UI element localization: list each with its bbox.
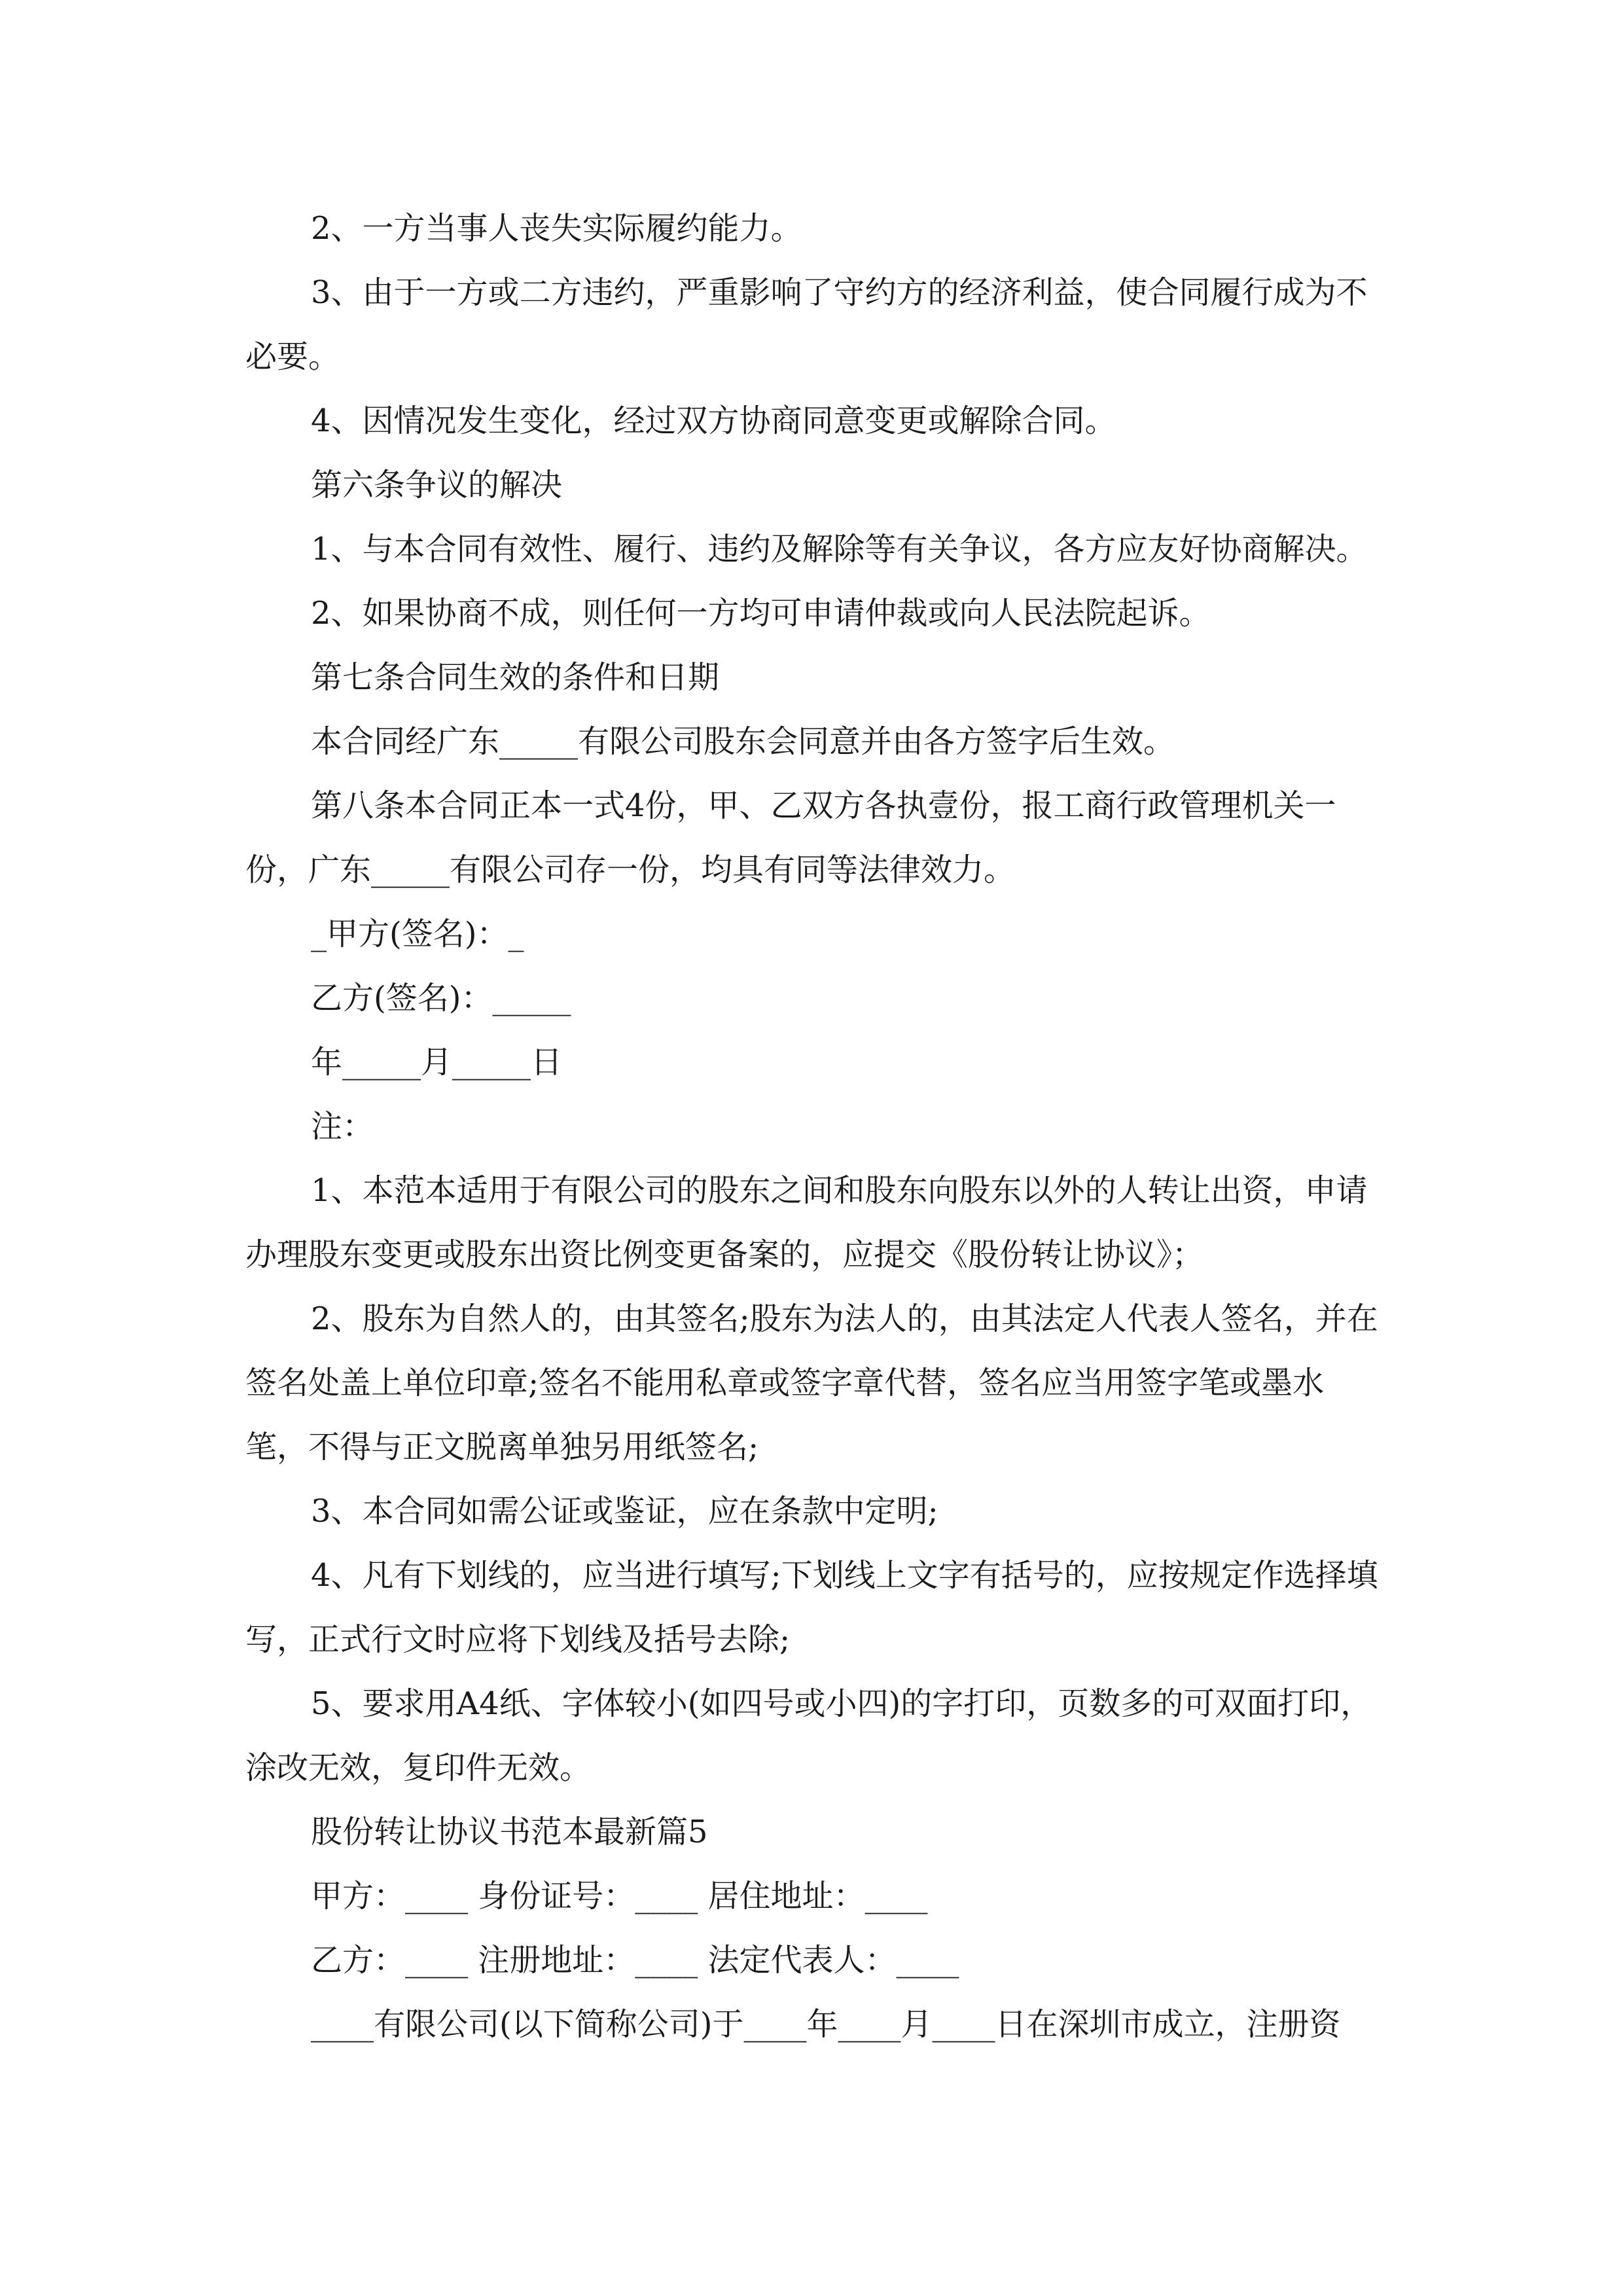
paragraph: 第八条本合同正本一式4份，甲、乙双方各执壹份，报工商行政管理机关一份，广东_____有限公司存一份，均具有同等法律效力。 bbox=[245, 787, 1336, 888]
signature-line-party-a: _甲方(签名)：_ bbox=[311, 916, 524, 952]
section-heading: 第七条合同生效的条件和日期 bbox=[311, 659, 720, 696]
note-item: 1、本范本适用于有限公司的股东之间和股东向股东以外的人转让出资，申请办理股东变更或股东出资比例变更备案的，应提交《股份转让协议》； bbox=[245, 1172, 1368, 1273]
note-item: 3、本合同如需公证或鉴证，应在条款中定明; bbox=[311, 1493, 938, 1530]
paragraph: 3、由于一方或二方违约，严重影响了守约方的经济利益，使合同履行成为不必要。 bbox=[245, 274, 1368, 375]
date-line: 年_____月_____日 bbox=[311, 1044, 563, 1081]
note-item: 5、要求用A4纸、字体较小(如四号或小四)的字打印，页数多的可双面打印，涂改无效，复印件无效。 bbox=[245, 1685, 1372, 1786]
note-item: 2、股东为自然人的，由其签名;股东为法人的，由其法定人代表人签名，并在签名处盖上单位印章;签名不能用私章或签字章代替，签名应当用签字笔或墨水笔，不得与正文脱离单独另用纸签名; bbox=[245, 1300, 1378, 1465]
signature-line-party-b: 乙方(签名)：_____ bbox=[311, 980, 571, 1016]
paragraph: 本合同经广东_____有限公司股东会同意并由各方签字后生效。 bbox=[311, 723, 1175, 760]
party-b-info: 乙方：____ 注册地址：____ 法定代表人：____ bbox=[311, 1942, 959, 1979]
paragraph: ____有限公司(以下简称公司)于____年____月____日在深圳市成立，注册资 bbox=[311, 2006, 1341, 2043]
section-title: 股份转让协议书范本最新篇5 bbox=[311, 1814, 708, 1850]
paragraph: 2、如果协商不成，则任何一方均可申请仲裁或向人民法院起诉。 bbox=[311, 595, 1211, 632]
paragraph: 1、与本合同有效性、履行、违约及解除等有关争议，各方应友好协商解决。 bbox=[311, 531, 1368, 567]
section-heading: 第六条争议的解决 bbox=[311, 467, 563, 503]
note-item: 4、凡有下划线的，应当进行填写;下划线上文字有括号的，应按规定作选择填写，正式行文时应将下划线及括号去除; bbox=[245, 1557, 1378, 1658]
document-body bbox=[245, 196, 1384, 2056]
paragraph: 4、因情况发生变化，经过双方协商同意变更或解除合同。 bbox=[311, 403, 1116, 439]
notes-heading: 注： bbox=[311, 1108, 374, 1145]
paragraph: 2、一方当事人丧失实际履约能力。 bbox=[311, 210, 802, 247]
party-a-info: 甲方：____ 身份证号：____ 居住地址：____ bbox=[311, 1878, 928, 1914]
